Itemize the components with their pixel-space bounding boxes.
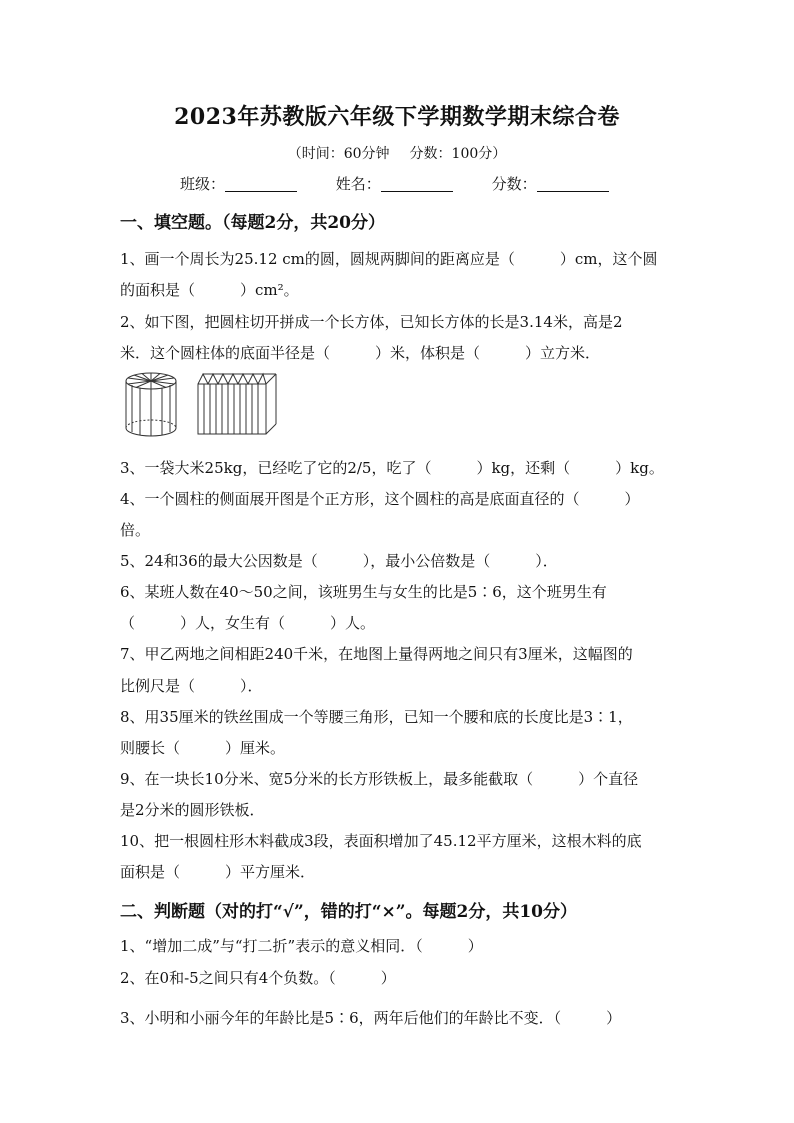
name-label: 姓名： xyxy=(335,175,381,193)
question-line: 则腰长（ ）厘米。 xyxy=(120,739,286,757)
question-line: 8、用35厘米的铁丝围成一个等腰三角形，已知一个腰和底的长度比是3∶1， xyxy=(120,708,633,726)
cylinder-to-cuboid-figure xyxy=(118,370,288,440)
question-line: （ ）人，女生有（ ）人。 xyxy=(120,614,376,632)
question-line: 是2分米的圆形铁板． xyxy=(120,801,265,819)
question-line: 3、一袋大米25kg，已经吃了它的2/5，吃了（ ）kg，还剩（ ）kg。 xyxy=(120,459,664,477)
page-title: 2023年苏教版六年级下学期数学期末综合卷 xyxy=(174,104,620,130)
class-label: 班级： xyxy=(180,175,226,193)
question-line: 面积是（ ）平方厘米． xyxy=(120,863,316,881)
question-line: 4、一个圆柱的侧面展开图是个正方形，这个圆柱的高是底面直径的（ ） xyxy=(120,490,640,508)
question-line: 2、如下图，把圆柱切开拼成一个长方体，已知长方体的长是3.14米，高是2 xyxy=(120,313,623,331)
question-line: 2、在0和-5之间只有4个负数。（ ） xyxy=(120,969,396,987)
question-line: 10、把一根圆柱形木料截成3段，表面积增加了45.12平方厘米，这根木料的底 xyxy=(120,832,642,850)
score-label: 分数： xyxy=(491,175,537,193)
question-line: 倍。 xyxy=(120,521,151,539)
question-line: 比例尺是（ ）． xyxy=(120,677,263,695)
question-line: 1、“增加二成”与“打二折”表示的意义相同．（ ） xyxy=(120,937,483,955)
question-line: 5、24和36的最大公因数是（ ），最小公倍数是（ ）． xyxy=(120,552,558,570)
question-line: 1、画一个周长为25.12 cm的圆，圆规两脚间的距离应是（ ）cm，这个圆 xyxy=(120,250,658,268)
time-info: （时间：60分钟 xyxy=(287,146,390,162)
question-line: 9、在一块长10分米、宽5分米的长方形铁板上，最多能截取（ ）个直径 xyxy=(120,770,639,788)
cylinder-icon xyxy=(126,373,176,436)
name-blank[interactable] xyxy=(381,175,453,192)
question-line: 7、甲乙两地之间相距240千米，在地图上量得两地之间只有3厘米，这幅图的 xyxy=(120,645,633,663)
question-line: 3、小明和小丽今年的年龄比是5∶6，两年后他们的年龄比不变．（ ） xyxy=(120,1009,622,1027)
score-info: 分数：100分） xyxy=(409,146,507,162)
cuboid-icon xyxy=(198,374,276,434)
exam-meta xyxy=(0,143,794,163)
score-blank[interactable] xyxy=(537,175,609,192)
question-line: 6、某班人数在40～50之间，该班男生与女生的比是5∶6，这个班男生有 xyxy=(120,583,607,601)
section-1-heading: 一、填空题。（每题2分，共20分） xyxy=(120,213,385,233)
student-info-row xyxy=(180,173,643,194)
question-line: 的面积是（ ）cm²。 xyxy=(120,281,299,299)
class-blank[interactable] xyxy=(225,175,297,192)
section-2-heading: 二、判断题（对的打“√”，错的打“×”。每题2分，共10分） xyxy=(120,902,578,922)
question-line: 米．这个圆柱体的底面半径是（ ）米，体积是（ ）立方米． xyxy=(120,344,601,362)
